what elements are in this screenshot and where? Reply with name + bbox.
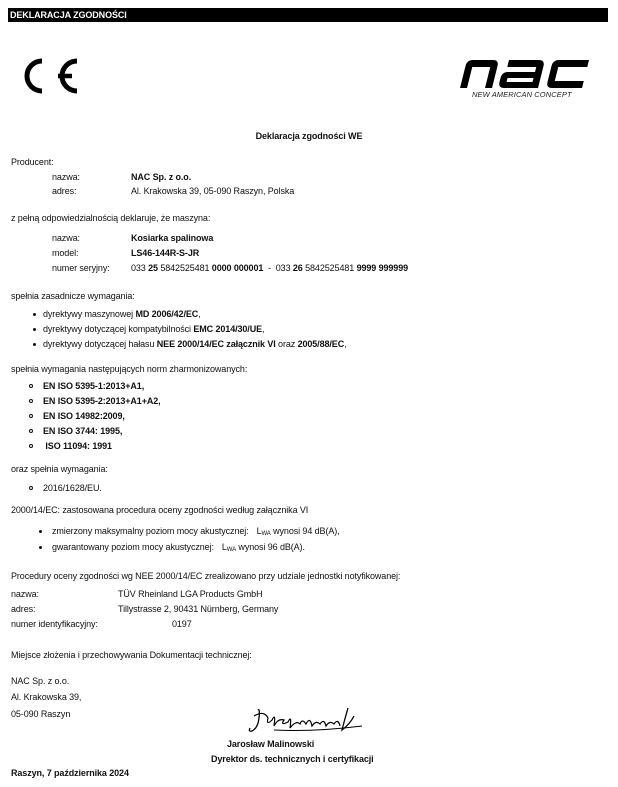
notified-heading: Procedury oceny zgodności wg NEE 2000/14/EC zrealizowano przy udziale jednostki notyfikowanej: — [11, 571, 401, 581]
norm-item: EN ISO 3744: 1995, — [43, 426, 123, 436]
signatory-name: Jarosław Malinowski — [227, 739, 315, 749]
producer-address-label: adres: — [52, 186, 77, 196]
machine-name-value: Kosiarka spalinowa — [131, 233, 214, 243]
header-label: DEKLARACJA ZGODNOŚCI — [10, 10, 127, 20]
circle-bullet-icon — [29, 414, 33, 418]
norms-heading: spełnia wymagania następujących norm zharmonizowanych: — [11, 364, 248, 374]
circle-bullet-icon — [29, 399, 33, 403]
machine-model-value: LS46-144R-S-JR — [131, 248, 200, 258]
notified-address-value: Tillystrasse 2, 90431 Nürnberg, Germany — [118, 604, 279, 614]
also-heading: oraz spełnia wymagania: — [11, 464, 108, 474]
documentation-line: NAC Sp. z o.o. — [11, 676, 70, 686]
producer-address-value: Al. Krakowska 39, 05-090 Raszyn, Polska — [131, 186, 295, 196]
noise-measured: zmierzony maksymalny poziom mocy akustycznej: LWA wynosi 94 dB(A), — [52, 526, 340, 537]
signature-icon — [244, 704, 374, 738]
documentation-line: Al. Krakowska 39, — [11, 692, 82, 702]
machine-intro: z pełną odpowiedzialnością deklaruje, że maszyna: — [11, 213, 211, 223]
machine-serial-range: 033 25 5842525481 0000 000001 - 033 26 5842525481 9999 999999 — [131, 263, 409, 273]
norm-item: EN ISO 5395-1:2013+A1, — [43, 381, 145, 391]
requirements-heading: spełnia zasadnicze wymagania: — [11, 291, 135, 301]
norm-item: EN ISO 5395-2:2013+A1+A2, — [43, 396, 161, 406]
machine-serial-label: numer seryjny: — [52, 263, 110, 273]
norm-item: EN ISO 14982:2009, — [43, 411, 125, 421]
producer-heading: Producent: — [11, 157, 54, 167]
machine-name-label: nazwa: — [52, 233, 80, 243]
document-title: Deklaracja zgodności WE — [255, 131, 363, 141]
notified-id-label: numer identyfikacyjny: — [11, 619, 98, 629]
requirement-item: dyrektywy dotyczącej kompatybilności EMC 2014/30/UE, — [43, 324, 265, 334]
nac-logo-icon — [460, 56, 598, 90]
documentation-heading: Miejsce złożenia i przechowywania Dokumentacji technicznej: — [11, 650, 252, 660]
bullet-icon — [33, 343, 36, 346]
documentation-line: 05-090 Raszyn — [11, 709, 71, 719]
header-bar — [8, 8, 608, 22]
bullet-icon — [39, 530, 42, 533]
ce-mark-icon — [14, 56, 84, 96]
noise-guaranteed: gwarantowany poziom mocy akustycznej: LWA wynosi 96 dB(A). — [52, 542, 305, 553]
notified-name-label: nazwa: — [11, 589, 39, 599]
requirement-item: dyrektywy dotyczącej hałasu NEE 2000/14/EC załącznik VI oraz 2005/88/EC, — [43, 339, 347, 349]
place-date: Raszyn, 7 października 2024 — [11, 768, 129, 778]
circle-bullet-icon — [29, 429, 33, 433]
noise-intro: 2000/14/EC: zastosowana procedura oceny zgodności według załącznika VI — [11, 505, 309, 515]
signatory-title: Dyrektor ds. technicznych i certyfikacji — [211, 754, 374, 764]
producer-name-label: nazwa: — [52, 172, 80, 182]
bullet-icon — [33, 313, 36, 316]
notified-id-value: 0197 — [172, 619, 192, 629]
also-item: 2016/1628/EU. — [43, 483, 102, 493]
circle-bullet-icon — [29, 486, 33, 490]
producer-name-value: NAC Sp. z o.o. — [131, 172, 192, 182]
bullet-icon — [33, 328, 36, 331]
machine-model-label: model: — [52, 248, 79, 258]
norm-item: ISO 11094: 1991 — [43, 441, 112, 451]
nac-tagline: NEW AMERICAN CONCEPT — [472, 90, 572, 99]
notified-address-label: adres: — [11, 604, 36, 614]
circle-bullet-icon — [29, 444, 33, 448]
circle-bullet-icon — [29, 384, 33, 388]
requirement-item: dyrektywy maszynowej MD 2006/42/EC, — [43, 309, 201, 319]
notified-name-value: TÜV Rheinland LGA Products GmbH — [118, 589, 263, 599]
bullet-icon — [39, 546, 42, 549]
